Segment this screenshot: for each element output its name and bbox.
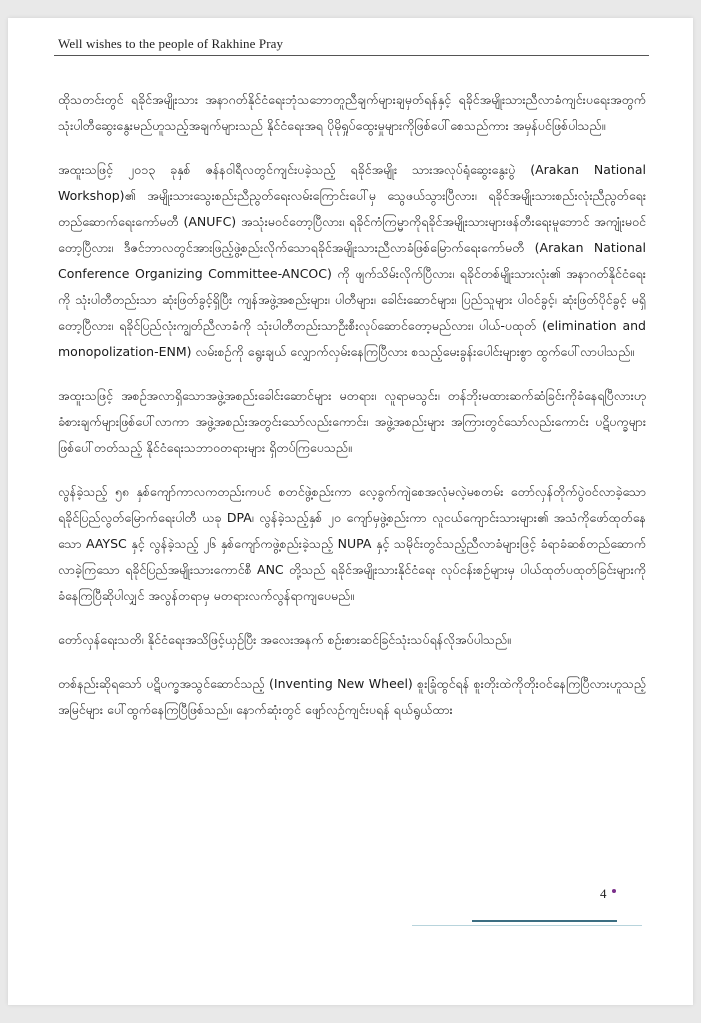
page-number-dot	[612, 889, 616, 893]
paragraph: ထိုသတင်းတွင် ရခိုင်အမျိုးသား အနာဂတ်နိုင်ငံရေးဘုံသဘောတူညီချက်များချမှတ်ရန်နှင့် ရခိုင်အမျိုးသားညီလာခံကျင်းပရေးအတွက် သုံးပါတီဆွေးနွေးမည်ဟူသည့်အချက်များသည် နိုင်ငံရေးအရ ပိုမိုရှုပ်ထွေးမှုများကိုဖြစ်ပေါ်စေသည်ကား အမှန်ပင်ဖြစ်ပါသည်။	[58, 92, 646, 133]
header-rule	[54, 55, 649, 56]
body-text	[58, 87, 646, 741]
running-header: Well wishes to the people of Rakhine Pray	[58, 36, 284, 51]
paragraph: အထူးသဖြင့် အစဉ်အလာရှိသောအဖွဲ့အစည်းခေါင်းဆောင်များ မတရား၊ လူရာမသွင်း၊ တန်ဘိုးမထားဆက်ဆံခြင်းကိုခံနေရပြီလားဟု ခံစားချက်များဖြစ်ပေါ်လာကာ အဖွဲ့အစည်းအတွင်းသော်လည်းကောင်း၊ အဖွဲ့အစည်းများ အကြားတွင်သော်လည်းကောင်း ပဋိပက္ခများဖြစ်ပေါ်တတ်သည့် နိုင်ငံရေးသဘာဝတရားများ ရှိတပ်ကြပေသည်။	[58, 388, 646, 455]
footer-rule	[412, 925, 642, 926]
paragraph: အထူးသဖြင့် ၂၀၁၃ ခုနှစ် ဇန်နဝါရီလတွင်ကျင်းပခဲ့သည့် ရခိုင်အမျိုး သားအလုပ်ရုံဆွေးနွေးပွဲ (Arakan National Workshop)၏ အမျိုးသားသွေးစည်းညီညွတ်ရေးလမ်းကြောင်းပေါ်မှ သွေဖယ်သွားပြီလား၊ ရခိုင်အမျိုးသားစည်းလုံးညီညွတ်ရေးတည်ဆောက်ရေးကော်မတီ (ANUFC) အသုံးမဝင်တော့ပြီလား၊ ရခိုင်ကံကြမ္မာကိုရခိုင်အမျိုးသားများဖန်တီးရေးမူဘောင် အကျုံးမဝင်တော့ပြီလား၊ ဒီဇင်ဘာလတွင်အားဖြည့်ဖွဲ့စည်းလိုက်သောရခိုင်အမျိုးသားညီလာခံဖြစ်မြောက်ရေးကော်မတီ (Arakan National Conference Organizing Committee-ANCOC) ကို ဖျက်သိမ်းလိုက်ပြီလား၊ ရခိုင်တစ်မျိုးသားလုံး၏ အနာဂတ်နိုင်ငံရေးကို သုံးပါတီတည်းသာ ဆုံးဖြတ်ခွင့်ရှိပြီး ကျန်အဖွဲ့အစည်းများ၊ ပါတီများ၊ ခေါင်းဆောင်များ၊ ပြည်သူများ ပါဝင်ခွင့်၊ ဆုံးဖြတ်ပိုင်ခွင့် မရှိတော့ပြီလား၊ ရခိုင်ပြည်လုံးကျွတ်ညီလာခံကို သုံးပါတီတည်းသာဦးစီးလုပ်ဆောင်တော့မည်လား၊ ပါယ်-ပထုတ် (elimination and monopolization-ENM) လမ်းစဉ်ကို ရွေးချယ် လျှောက်လှမ်းနေကြပြီလား စသည့်မေးခွန်းပေါင်းများစွာ ထွက်ပေါ်လာပါသည်။	[58, 162, 646, 359]
footer-accent-rule	[472, 920, 617, 922]
paragraph: လွန်ခဲ့သည့် ၅၈ နှစ်ကျော်ကာလကတည်းကပင် စတင်ဖွဲ့စည်းကာ လေ့ခွက်ကျဲစေအလုံမလဲ့မစတမ်း တော်လှန်တိုက်ပွဲဝင်လာခဲ့သော ရခိုင်ပြည်လွတ်မြောက်ရေးပါတီ ယခု DPA၊ လွန်ခဲ့သည့်နှစ် ၂၀ ကျော်မှဖွဲ့စည်းကာ လူငယ်ကျောင်းသားများ၏ အသံကိုဖော်ထုတ်နေသော AAYSC နှင့် လွန်ခဲ့သည့် ၂၆ နှစ်ကျော်ကဖွဲ့စည်းခဲ့သည့် NUPA နှင့် သမိုင်းတွင်သည့်ညီလာခံများဖြင့် ခံရာခံဆစ်တည်ဆောက်လာခဲ့ကြသော ရခိုင်ပြည်အမျိုးသားကောင်စီ ANC တို့သည် ရခိုင်အမျိုးသားနိုင်ငံရေး လုပ်ငန်းစဉ်များမှ ပါယ်ထုတ်ပထုတ်ခြင်းများကို ခံနေကြပြီဆိုပါလျှင် အလွန်တရာမှ မတရားလက်လွန်ရာကျပေမည်။	[58, 484, 646, 603]
paragraph: တစ်နည်းဆိုရသော် ပဋိပက္ခအသွင်ဆောင်သည့် (Inventing New Wheel) စူးခြုံထွင်ရန် စူးတိုးထဲကိုတိုးဝင်နေကြပြီလားဟူသည့် အမြင်များ ပေါ်ထွက်နေကြပြီဖြစ်သည်။ နောက်ဆုံးတွင် ဖျော်လဉ်ကျင်းပရန် ရယ်ရွယ်ထား	[58, 676, 646, 717]
page-number: 4	[600, 886, 607, 901]
paragraph: တော်လှန်ရေးသတိ၊ နိုင်ငံရေးအသိဖြင့်ယှဉ်ပြီး အလေးအနက် စဉ်းစားဆင်ခြင်သုံးသပ်ရန်လိုအပ်ပါသည်။	[58, 632, 511, 647]
